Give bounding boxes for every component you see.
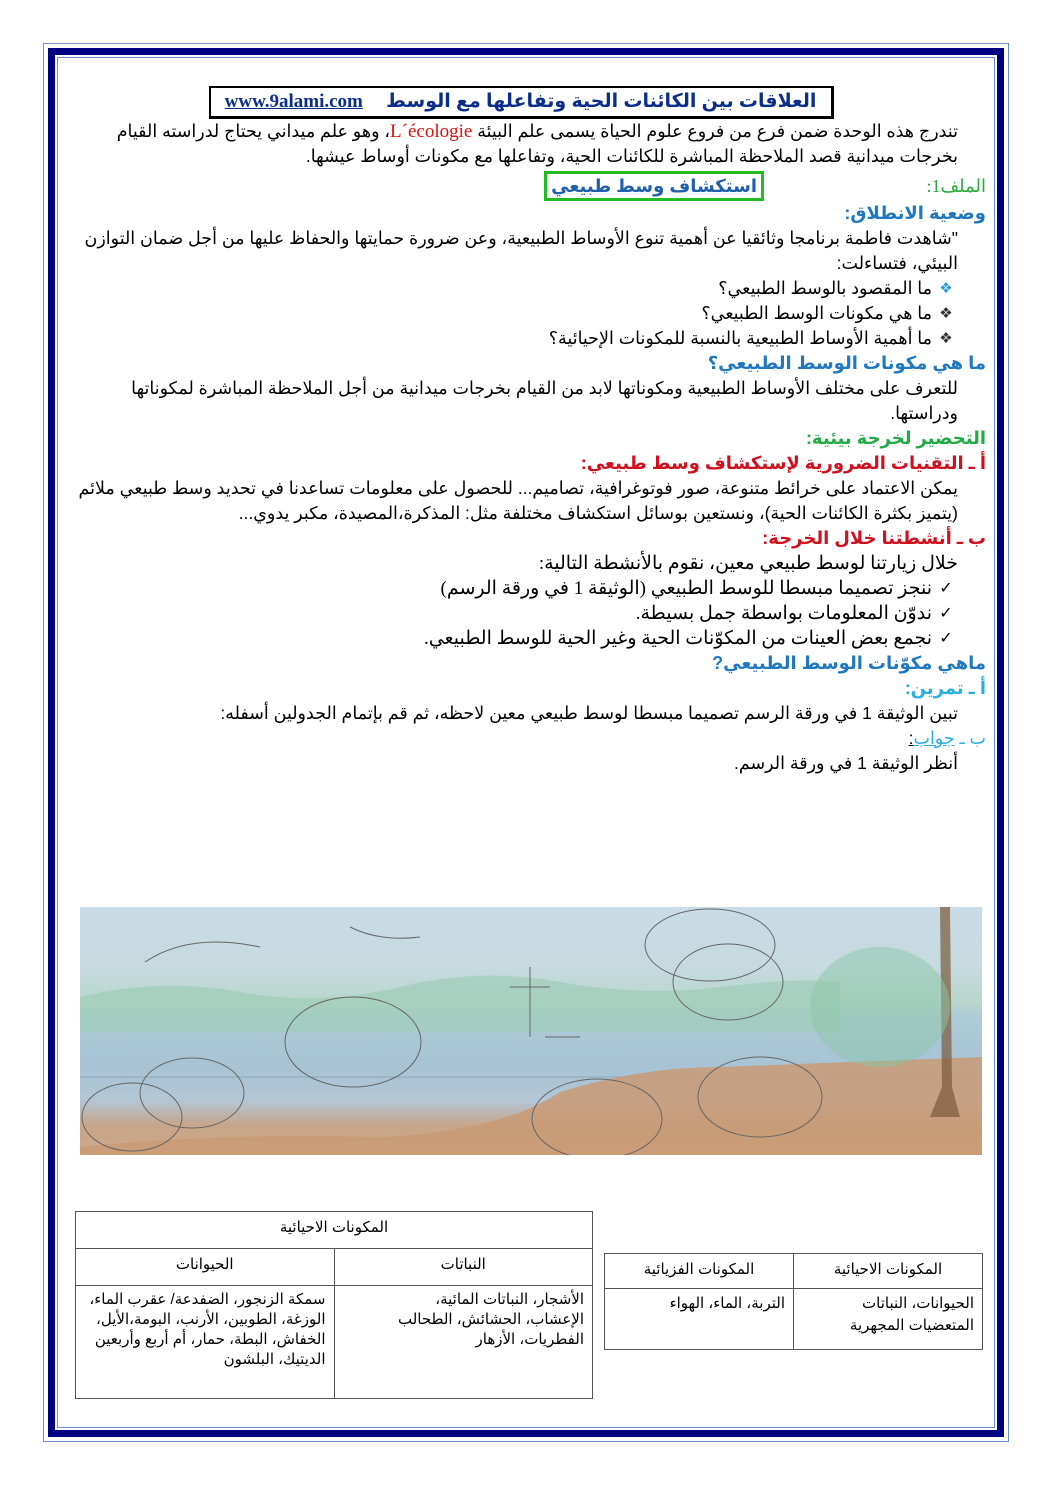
activities-intro: خلال زيارتنا لوسط طبيعي معين، نقوم بالأنشطة التالية: (538, 553, 958, 574)
exercise-heading: ماهي مكوّنات الوسط الطبيعي? (712, 653, 986, 673)
answer-heading (70, 726, 986, 751)
physical-cell: التربة، الماء، الهواء (605, 1289, 794, 1350)
diamond-bullet-icon: ❖ (939, 330, 953, 347)
diamond-bullet-icon: ❖ (939, 280, 953, 297)
animals-cell: سمكة الزنجور، الضفدعة/ عقرب الماء، الوزغة، الطوبين، الأرنب، البومة،الأيل، الخفاش، البطة، حمار، أم أربع وأربعين الديتيك، البلشون (76, 1286, 335, 1399)
question-text: ما أهمية الأوساط الطبيعية بالنسبة للمكونات الإحيائية؟ (548, 328, 932, 348)
activity-text: نجمع بعض العينات من المكوّنات الحية وغير الحية للوسط الطبيعي. (423, 628, 932, 649)
activity-item (70, 601, 956, 626)
intro-text-2: ، وهو علم ميداني يحتاج لدراسته القيام بخرجات ميدانية قصد الملاحظة المباشرة للكائنات الحية، وتفاعلها مع مكونات أوساط عيشها. (116, 121, 958, 166)
intro-text-1: تندرج هذه الوحدة ضمن فرع من فروع علوم الحياة يسمى علم البيئة (472, 121, 958, 141)
column-header-plants: النباتات (334, 1249, 593, 1286)
title-box (209, 86, 834, 119)
question-text: ما المقصود بالوسط الطبيعي؟ (718, 278, 932, 298)
environment-components-table (604, 1253, 983, 1350)
answer-label: جواب (913, 728, 955, 748)
table-header: المكونات الاحيائية (76, 1212, 593, 1249)
column-header-physical: المكونات الفزيائية (605, 1254, 794, 1289)
file-line (70, 171, 986, 201)
starting-situation-heading: وضعية الانطلاق: (844, 203, 986, 223)
answer-colon: : (908, 728, 914, 748)
questions-list (70, 276, 986, 351)
techniques-text: يمكن الاعتماد على خرائط متنوعة، صور فوتوغرافية، تصاميم... للحصول على معلومات تساعدنا في تحديد وسط طبيعي ملائم (يتميز بكثرة الكائنات الحية)، ونستعين بوسائل استكشاف مختلفة مثل: المذكرة،المصيدة، مكبر يدوي... (78, 478, 958, 523)
site-link[interactable]: www.9alami.com (224, 91, 363, 112)
activity-item (70, 626, 956, 651)
exercise-a-heading: أ ـ تمرين: (904, 678, 986, 698)
techniques-heading: أ ـ التقنيات الضرورية لإستكشاف وسط طبيعي: (580, 453, 986, 473)
diamond-bullet-icon: ❖ (939, 305, 953, 322)
table-row (605, 1289, 983, 1350)
components-text: للتعرف على مختلف الأوساط الطبيعية ومكوناتها لابد من القيام بخرجات ميدانية من أجل الملاحظة المباشرة لمكوناتها ودراستها. (131, 378, 958, 423)
file-title: استكشاف وسط طبيعي (544, 171, 764, 201)
file-label: الملف1: (926, 175, 986, 196)
biotic-cell: الحيوانات، النباتات المتعضيات المجهرية (794, 1289, 983, 1350)
activity-item (70, 576, 956, 601)
exercise-a-text: تبين الوثيقة 1 في ورقة الرسم تصميما مبسطا لوسط طبيعي معين لاحظه، ثم قم بإتمام الجدولين أسفله: (220, 703, 958, 723)
drawing-illustration (80, 907, 982, 1155)
document-body (70, 86, 986, 776)
ecology-term: L´écologie (390, 121, 473, 142)
question-item (70, 276, 956, 301)
checkmark-icon: ✓ (939, 630, 953, 647)
plants-cell: الأشجار، النباتات المائية، الإعشاب، الحشائش، الطحالب الفطريات، الأزهار (334, 1286, 593, 1399)
preparation-heading: التحضير لخرجة بيئية: (805, 428, 986, 448)
starting-situation-text: "شاهدت فاطمة برنامجا وثائقيا عن أهمية تنوع الأوساط الطبيعية، وعن ضرورة حمايتها والحفاظ عليها من أجل ضمان التوازن البيئي، فتساءلت: (84, 228, 958, 273)
activity-text: ندوّن المعلومات بواسطة جمل بسيطة. (635, 603, 932, 624)
answer-prefix: ب ـ (954, 728, 986, 748)
ecosystem-drawing (80, 907, 982, 1155)
activities-heading: ب ـ أنشطتنا خلال الخرجة: (762, 528, 986, 548)
answer-text: أنظر الوثيقة 1 في ورقة الرسم. (733, 753, 958, 773)
activities-list (70, 576, 986, 651)
question-text: ما هي مكونات الوسط الطبيعي؟ (701, 303, 932, 323)
checkmark-icon: ✓ (939, 580, 953, 597)
activity-text: ننجز تصميما مبسطا للوسط الطبيعي (الوثيقة 1 في ورقة الرسم) (440, 578, 932, 599)
column-header-biotic: المكونات الاحيائية (794, 1254, 983, 1289)
question-item (70, 301, 956, 326)
checkmark-icon: ✓ (939, 605, 953, 622)
biotic-components-table (75, 1211, 593, 1399)
intro-paragraph (70, 119, 986, 169)
page-title: العلاقات بين الكائنات الحية وتفاعلها مع الوسط (386, 91, 817, 112)
table-row (76, 1286, 593, 1399)
question-item (70, 326, 956, 351)
column-header-animals: الحيوانات (76, 1249, 335, 1286)
components-heading: ما هي مكونات الوسط الطبيعي؟ (707, 353, 986, 373)
